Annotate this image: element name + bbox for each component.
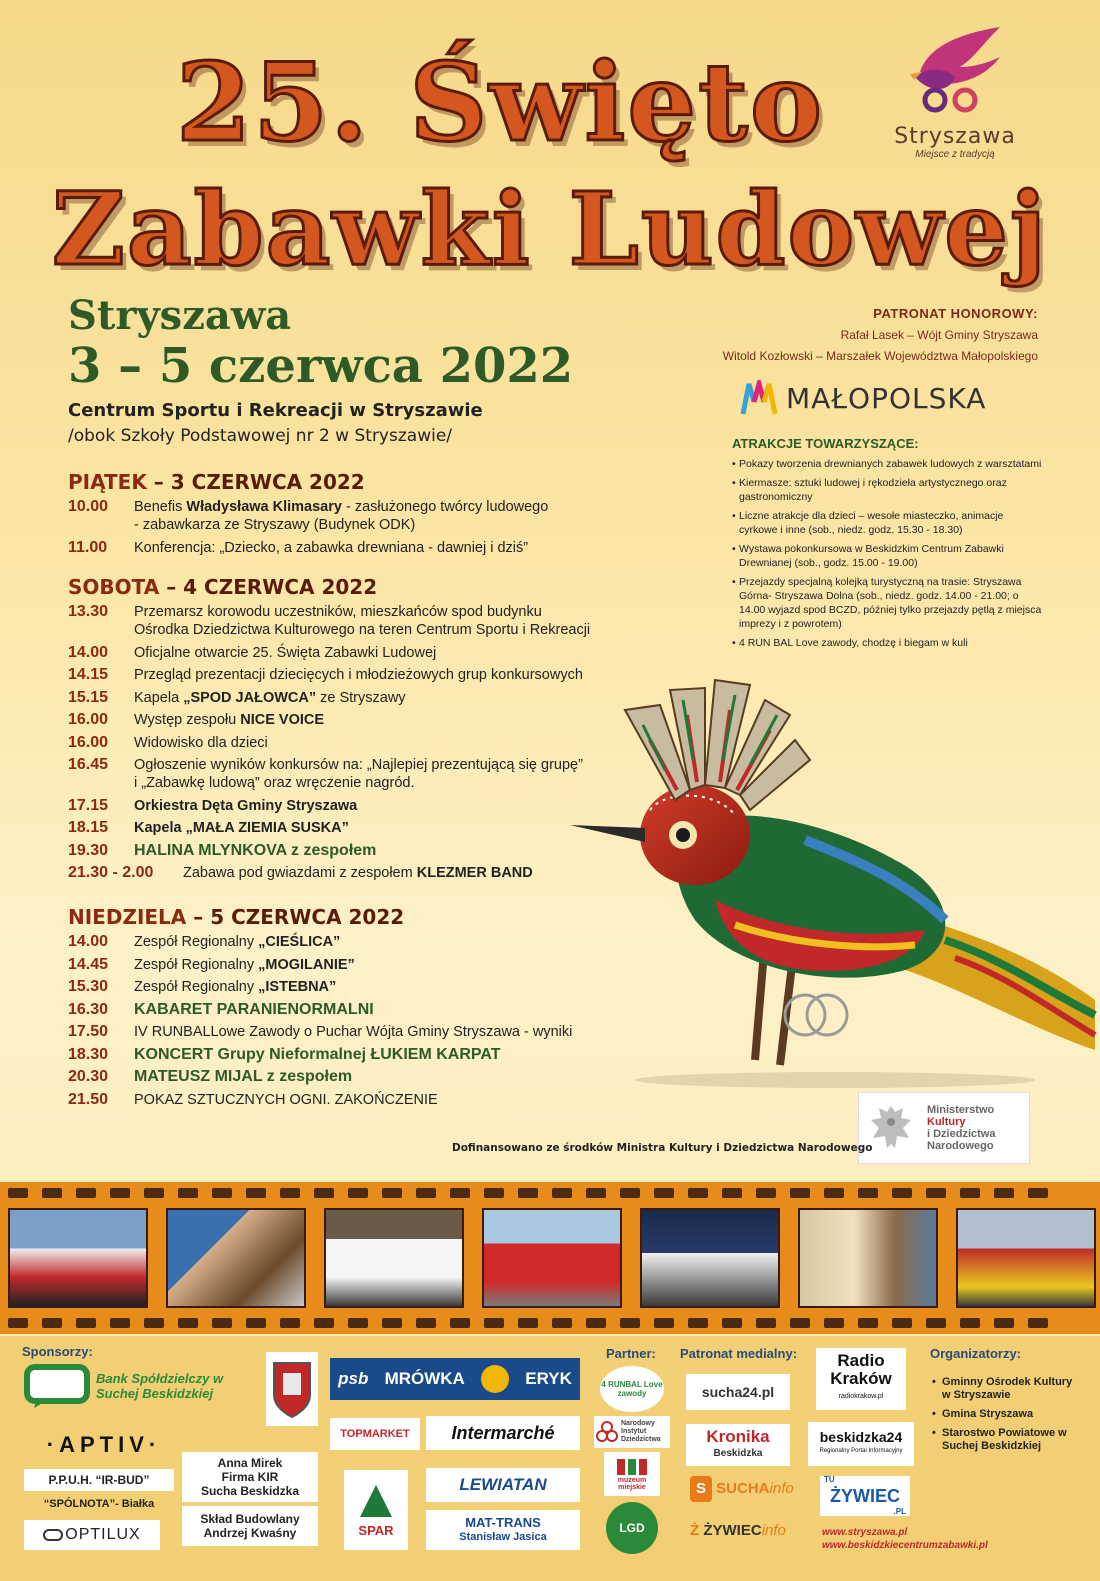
event-venue: Centrum Sportu i Rekreacji w Stryszawie — [68, 400, 483, 421]
desc-text: Ogłoszenie wyników konkursów na: „Najlepiej prezentującą się grupę” — [134, 757, 583, 773]
media-label: Patronat medialny: — [680, 1346, 798, 1361]
irbud-logo: P.P.U.H. “IR-BUD” — [24, 1469, 174, 1491]
schedule-desc — [134, 978, 628, 996]
bank-name: Bank Spółdzielczy w Suchej Beskidzkiej — [96, 1371, 224, 1401]
spar-logo — [344, 1470, 408, 1550]
schedule-desc: Konferencja: „Dziecko, a zabawka drewniana - dawniej i dziś” — [134, 539, 529, 556]
kir-line-3: Sucha Beskidzka — [200, 1484, 300, 1498]
attractions-heading: ATRAKCJE TOWARZYSZĄCE: — [732, 436, 919, 451]
zywiec-info-line-1: ŻYWIEC — [703, 1522, 762, 1539]
website-link-2[interactable]: www.beskidzkiecentrumzabawki.pl — [822, 1540, 988, 1551]
nid-line-2: Instytut — [621, 1428, 647, 1435]
schedule-row — [68, 797, 628, 815]
photo-stage-dancers — [640, 1208, 780, 1308]
desc-bold: „CIEŚLICA” — [258, 934, 341, 950]
film-holes-bottom — [0, 1318, 1100, 1332]
beskidzka24-logo — [808, 1422, 914, 1466]
attraction-item: • Wystawa pokonkursowa w Beskidzkim Centrum Zabawki Drewnianej (sob., godz. 15.00 - 19.00) — [732, 542, 1042, 570]
schedule-desc: IV RUNBALLowe Zawody o Puchar Wójta Gminy Stryszawa - wyniki — [134, 1024, 573, 1040]
saturday-schedule — [68, 603, 628, 887]
zywiec-info-z-icon: Ż — [690, 1522, 700, 1539]
event-dates: 3 – 5 czerwca 2022 — [68, 338, 574, 394]
website-link-1[interactable]: www.stryszawa.pl — [822, 1527, 908, 1538]
photo-folk-dancers — [8, 1208, 148, 1308]
schedule-time: 10.00 — [68, 498, 109, 515]
organizers-label: Organizatorzy: — [930, 1346, 1022, 1361]
schedule-row — [68, 842, 628, 860]
mat-trans-logo — [426, 1510, 580, 1550]
stryszawa-logo — [880, 22, 1030, 162]
sucha-info-s-icon: S — [690, 1476, 712, 1502]
schedule-time: 17.15 — [68, 796, 109, 814]
saturday-heading — [68, 575, 377, 599]
kir-line-2: Firma KIR — [221, 1470, 279, 1484]
schedule-time: 14.00 — [68, 933, 109, 950]
firma-kir-logo — [182, 1452, 318, 1502]
website-links — [822, 1526, 988, 1552]
tu-zywiec-line-1: TU — [824, 1475, 835, 1484]
desc-pre: Benefis — [134, 499, 187, 515]
eagle-emblem-icon — [865, 1100, 917, 1156]
kronika-line-2: Beskidzka — [713, 1448, 763, 1459]
schedule-row — [68, 666, 628, 684]
photo-tourist-train — [482, 1208, 622, 1308]
nid-knot-icon — [596, 1421, 618, 1443]
schedule-row — [68, 978, 628, 996]
schedule-time: 19.30 — [68, 841, 109, 859]
schedule-row — [68, 539, 628, 557]
lgd-logo: LGD — [606, 1502, 658, 1554]
schedule-desc: Przegląd prezentacji dziecięcych i młodzieżowych grup konkursowych — [134, 667, 583, 683]
schedule-desc — [134, 756, 628, 792]
schedule-desc: KABARET PARANIENORMALNI — [134, 1000, 374, 1018]
schedule-desc: POKAZ SZTUCZNYCH OGNI. ZAKOŃCZENIE — [134, 1091, 438, 1108]
desc-pre: Kapela — [134, 689, 184, 706]
photo-film-strip — [0, 1182, 1100, 1334]
schedule-desc — [134, 956, 628, 974]
eryk-text: ERYK — [525, 1369, 572, 1388]
schedule-time: 18.15 — [68, 819, 109, 836]
schedule-desc — [134, 689, 628, 707]
schedule-time: 11.00 — [68, 538, 108, 556]
desc-post: ze Stryszawy — [316, 689, 406, 706]
logo-name: Stryszawa — [894, 124, 1016, 149]
desc-line2: - zabawkarza ze Stryszawy (Budynek ODK) — [134, 517, 416, 533]
nid-text — [621, 1420, 661, 1444]
desc-pre: Występ zespołu — [134, 712, 241, 728]
photo-market-stalls — [166, 1208, 306, 1308]
runbal-line-1: 4 RUNBAL Love — [601, 1380, 663, 1389]
tu-zywiec-line-2: ŻYWIEC — [830, 1486, 900, 1506]
desc-bold: „MOGILANIE” — [258, 956, 355, 973]
photo-craftsman — [798, 1208, 938, 1308]
malopolska-text: MAŁOPOLSKA — [786, 381, 987, 415]
desc-pre: Zespół Regionalny — [134, 956, 259, 973]
schedule-row — [68, 644, 628, 662]
schedule-time: 16.30 — [68, 1000, 109, 1018]
schedule-time: 14.45 — [68, 955, 109, 973]
runbal-logo — [600, 1366, 664, 1412]
muzeum-text: muzeum miejskie — [617, 1477, 647, 1491]
intermarche-logo: Intermarché — [426, 1416, 580, 1450]
desc-bold: „ISTEBNA” — [258, 979, 337, 995]
event-venue-note: /obok Szkoły Podstawowej nr 2 w Stryszawie/ — [68, 426, 453, 446]
schedule-row — [68, 1091, 628, 1109]
desc-text: Przemarsz korowodu uczestników, mieszkańców spod budynku — [134, 604, 542, 620]
schedule-desc — [134, 933, 628, 951]
funding-note: Dofinansowano ze środków Ministra Kultury i Dziedzictwa Narodowego — [452, 1142, 873, 1154]
event-place: Stryszawa — [68, 292, 292, 339]
desc-pre: Zespół Regionalny — [134, 979, 259, 995]
ministry-text — [927, 1104, 995, 1152]
aptiv-logo: ·APTIV· — [46, 1432, 162, 1457]
runbal-line-2: zawody — [617, 1389, 647, 1398]
sucha-info-line-1: SUCHA — [716, 1480, 770, 1497]
zywiec-info-logo — [690, 1522, 786, 1539]
friday-date: – 3 CZERWCA 2022 — [153, 470, 365, 494]
schedule-time: 15.30 — [68, 978, 109, 995]
desc-bold: Władysława Klimasary — [186, 499, 342, 515]
ministry-line-1: Ministerstwo — [927, 1104, 995, 1116]
desc-line2: Ośrodka Dziedzictwa Kulturowego na teren Centrum Sportu i Rekreacji — [134, 622, 591, 638]
tu-zywiec-line-3: .PL — [893, 1507, 906, 1516]
patron-1: Rafał Lasek – Wójt Gminy Stryszawa — [840, 328, 1038, 342]
photo-violin-players — [324, 1208, 464, 1308]
desc-pre: Zabawa pod gwiazdami z zespołem — [183, 865, 417, 881]
schedule-row — [68, 756, 628, 792]
logo-tagline: Miejsce z tradycją — [915, 149, 995, 160]
beskidzka24-text: beskidzka24 — [819, 1429, 903, 1445]
organizers-list — [932, 1376, 1082, 1459]
schedule-row — [68, 711, 628, 729]
sponsors-label: Sponsorzy: — [22, 1344, 93, 1359]
organizer-item: • Starostwo Powiatowe w Suchej Beskidzkiej — [932, 1427, 1082, 1453]
attraction-item: • Przejazdy specjalną kolejką turystyczną na trasie: Stryszawa Górna- Stryszawa Dolna (sob., niedz. godz. 14.00 - 21.00; o 14.00 wyjazd spod BCZD, później tylko przejazdy pętlą z miejsca imprezy i z powrotem) — [732, 575, 1042, 631]
schedule-time: 16.00 — [68, 733, 109, 751]
schedule-row — [68, 1068, 628, 1086]
schedule-time: 17.50 — [68, 1023, 109, 1040]
desc-bold: „SPOD JAŁOWCA” — [183, 689, 317, 706]
sponsors-area — [0, 1336, 1100, 1581]
schedule-row — [68, 498, 628, 534]
photo-frames — [8, 1208, 1096, 1308]
organizer-item: • Gmina Stryszawa — [932, 1408, 1082, 1421]
spolnota-logo: “SPÓLNOTA”- Białka — [43, 1498, 155, 1510]
bank-logo — [24, 1362, 254, 1410]
beskidzka24-sub: Regionalny Portal Informacyjny — [819, 1448, 903, 1454]
attraction-item: • 4 RUN BAL Love zawody, chodzę i biegam w kuli — [732, 636, 1042, 650]
desc-post: - zasłużonego twórcy ludowego — [341, 499, 549, 515]
sklad-budowlany-logo — [182, 1506, 318, 1546]
attraction-item: • Kiermasze: sztuki ludowej i rękodzieła artystycznego oraz gastronomiczny — [732, 476, 1042, 504]
nid-line-3: Dziedzictwa — [621, 1436, 661, 1443]
mattrans-line-1: MAT-TRANS — [465, 1515, 541, 1530]
film-holes-top — [0, 1188, 1100, 1202]
radio-line-3: radiokrakow.pl — [838, 1393, 884, 1400]
spar-text: SPAR — [358, 1522, 394, 1538]
desc-pre: Zespół Regionalny — [134, 934, 259, 950]
schedule-desc — [134, 498, 628, 534]
optilux-logo — [24, 1520, 160, 1550]
kronika-line-1: Kronika — [706, 1427, 770, 1446]
sucha24-logo: sucha24.pl — [686, 1374, 790, 1410]
schedule-desc: Widowisko dla dzieci — [134, 734, 268, 751]
coat-of-arms-icon — [266, 1352, 318, 1426]
patron-2: Witold Kozłowski – Marszałek Województwa Małopolskiego — [722, 349, 1038, 363]
schedule-row — [68, 734, 628, 752]
schedule-row — [68, 1046, 628, 1064]
attraction-item: • Liczne atrakcje dla dzieci – wesołe miasteczko, animacje cyrkowe i inne (sob., niedz. godz. 15.30 - 18.30) — [732, 509, 1042, 537]
attraction-item: • Pokazy tworzenia drewnianych zabawek ludowych z warsztatami — [732, 457, 1042, 471]
schedule-desc — [183, 864, 628, 882]
friday-label: PIĄTEK — [68, 470, 147, 494]
schedule-desc: MATEUSZ MIJAL z zespołem — [134, 1068, 353, 1085]
schedule-row — [68, 864, 628, 882]
friday-heading — [68, 470, 365, 494]
organizer-item: • Gminny Ośrodek Kultury w Stryszawie — [932, 1376, 1082, 1402]
desc-line2: i „Zabawkę ludową” oraz wręczenie nagród. — [134, 775, 415, 791]
sucha-info-logo — [690, 1476, 794, 1502]
radio-line-2: Kraków — [830, 1369, 892, 1388]
sunday-schedule — [68, 933, 628, 1113]
schedule-time: 20.30 — [68, 1068, 109, 1085]
schedule-desc: HALINA MLYNKOVA z zespołem — [134, 841, 377, 859]
sklad-line-1: Skład Budowlany — [200, 1512, 300, 1526]
schedule-time: 18.30 — [68, 1045, 109, 1063]
title-line-2: Zabawki Ludowej — [51, 170, 1049, 288]
title-line-1: 25. Święto — [175, 40, 825, 166]
partner-label: Partner: — [606, 1346, 656, 1361]
schedule-desc: Orkiestra Dęta Gminy Stryszawa — [134, 797, 358, 814]
schedule-time: 13.30 — [68, 603, 109, 620]
spar-tree-icon — [356, 1483, 396, 1523]
museum-icon — [615, 1457, 649, 1477]
tu-zywiec-logo — [820, 1476, 910, 1516]
kronika-beskidzka-logo — [686, 1424, 790, 1466]
schedule-row — [68, 956, 628, 974]
ministry-line-4: Narodowego — [927, 1140, 994, 1152]
schedule-desc: Kapela „MAŁA ZIEMIA SUSKA” — [134, 820, 349, 836]
schedule-time: 16.45 — [68, 756, 109, 773]
lewiatan-logo: LEWIATAN — [426, 1468, 580, 1502]
mattrans-line-2: Stanisław Jasica — [459, 1531, 547, 1543]
kir-line-1: Anna Mirek — [217, 1456, 283, 1470]
attractions-section — [732, 436, 1042, 655]
desc-bold: NICE VOICE — [240, 712, 325, 728]
schedule-row — [68, 819, 628, 837]
sunday-heading — [68, 905, 404, 929]
topmarket-logo: TOPMARKET — [330, 1418, 420, 1450]
schedule-time: 15.15 — [68, 688, 109, 706]
mrowka-text: MRÓWKA — [384, 1369, 465, 1388]
schedule-row — [68, 689, 628, 707]
schedule-row — [68, 603, 628, 639]
ministry-line-2: Kultury — [927, 1116, 966, 1128]
schedule-time: 21.30 - 2.00 — [68, 864, 154, 881]
friday-schedule — [68, 498, 628, 561]
honorary-patronage — [618, 306, 1038, 363]
schedule-row — [68, 933, 628, 951]
sunday-label: NIEDZIELA — [68, 905, 187, 929]
ministry-logo — [858, 1092, 1030, 1164]
sucha-info-line-2: info — [769, 1480, 794, 1497]
schedule-row — [68, 1001, 628, 1019]
zywiec-info-line-2: info — [761, 1522, 786, 1539]
patronage-heading: PATRONAT HONOROWY: — [873, 306, 1038, 321]
nid-line-1: Narodowy — [621, 1420, 655, 1427]
malopolska-logo — [740, 378, 1020, 418]
sunday-date: – 5 CZERWCA 2022 — [193, 905, 405, 929]
bank-icon — [24, 1364, 90, 1408]
schedule-time: 21.50 — [68, 1090, 109, 1108]
wooden-bird-toy-image — [565, 670, 1100, 1090]
radio-line-1: Radio — [837, 1351, 885, 1370]
saturday-label: SOBOTA — [68, 575, 160, 599]
schedule-time: 14.00 — [68, 643, 109, 661]
bird-logo-icon — [900, 22, 1010, 117]
schedule-desc — [134, 603, 628, 639]
malopolska-m-icon — [740, 380, 778, 416]
photo-children-group — [956, 1208, 1096, 1308]
muzeum-logo — [604, 1452, 660, 1496]
schedule-row — [68, 1023, 628, 1041]
ant-mascot-icon — [481, 1365, 509, 1393]
psb-text: psb — [338, 1369, 369, 1388]
schedule-time: 14.15 — [68, 666, 109, 683]
saturday-date: – 4 CZERWCA 2022 — [166, 575, 378, 599]
radio-krakow-logo — [816, 1348, 906, 1410]
schedule-desc: Oficjalne otwarcie 25. Święta Zabawki Ludowej — [134, 644, 437, 661]
optilux-text: OPTILUX — [65, 1526, 141, 1543]
psb-mrowka-eryk-logo — [330, 1358, 580, 1400]
ministry-line-3: i Dziedzictwa — [927, 1128, 996, 1140]
schedule-desc — [134, 711, 628, 729]
schedule-time: 16.00 — [68, 711, 109, 728]
sklad-line-2: Andrzej Kwaśny — [203, 1526, 297, 1540]
nid-logo — [594, 1416, 670, 1448]
optilux-rings-icon — [43, 1529, 63, 1541]
desc-bold: KLEZMER BAND — [416, 865, 533, 881]
schedule-desc: KONCERT Grupy Nieformalnej ŁUKIEM KARPAT — [134, 1045, 501, 1063]
